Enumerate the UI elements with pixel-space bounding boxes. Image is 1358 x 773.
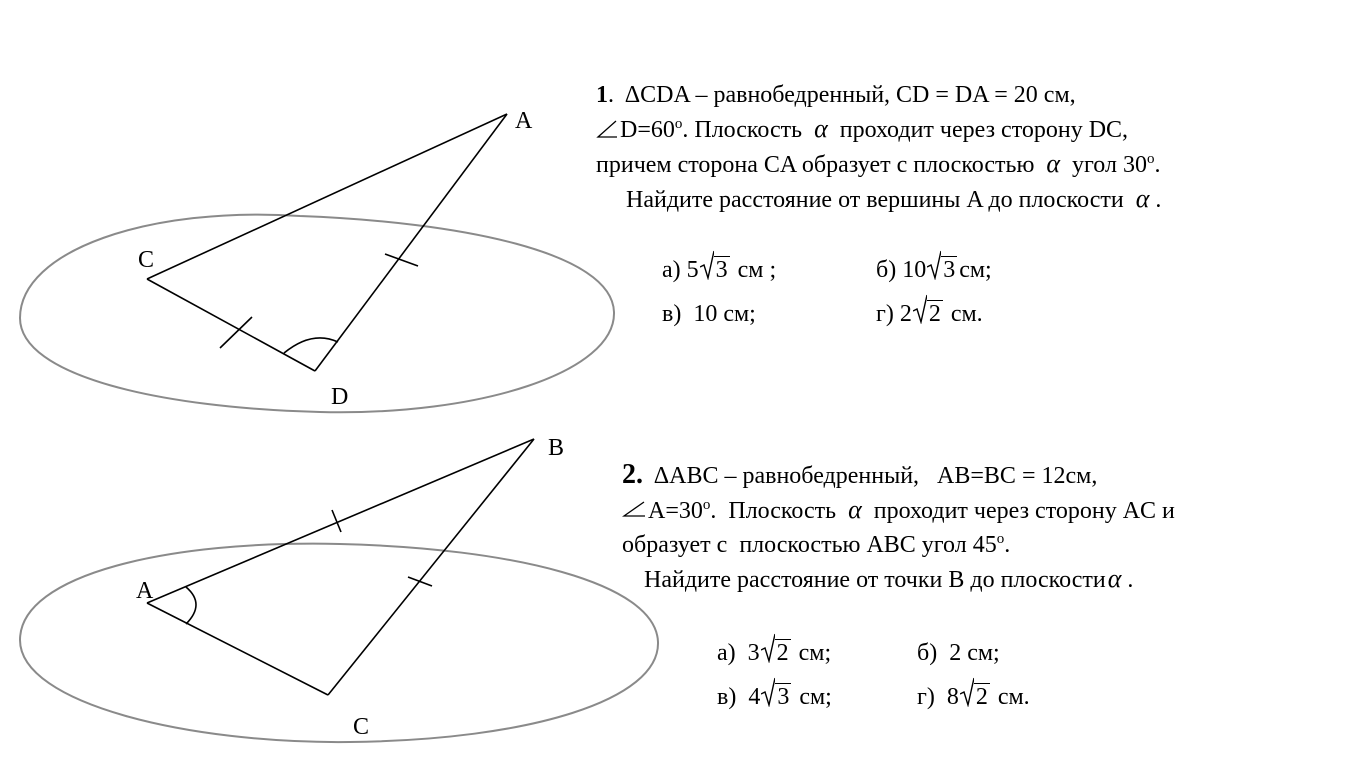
- plane-alpha-1: [20, 215, 614, 413]
- answer-coefficient: 8: [946, 684, 959, 710]
- sqrt-icon: [700, 248, 730, 292]
- degree-sign: o: [1146, 151, 1155, 167]
- problem-2-answers: [717, 631, 1030, 719]
- answer-unit: см;: [798, 640, 832, 666]
- period: .: [1155, 187, 1162, 213]
- sqrt-icon: [927, 248, 957, 292]
- problem-1-number: 1: [596, 82, 608, 108]
- problem-2-line-2: [622, 493, 1175, 528]
- answer-unit: см;: [959, 257, 992, 283]
- alpha-symbol: α: [1107, 564, 1122, 593]
- segment-BC: [328, 439, 534, 695]
- period: .: [1004, 532, 1011, 558]
- radicand: 3: [715, 257, 728, 283]
- plane-text: . Плоскость: [682, 117, 803, 143]
- answer-unit: см.: [997, 684, 1030, 710]
- problem-1-answers: [662, 248, 992, 336]
- radicand: 2: [776, 640, 789, 666]
- answer-label: а): [662, 257, 681, 283]
- sqrt-icon: [761, 675, 791, 719]
- vertex-label-C2: C: [353, 714, 370, 740]
- answer-label: б): [917, 640, 938, 666]
- vertex-label-A: A: [515, 108, 533, 134]
- answer-value: 2 см;: [949, 640, 1000, 666]
- answer-coefficient: 5: [686, 257, 699, 283]
- problem-2-condition: ΔABC – равнобедренный, AB=BC = 12см,: [653, 463, 1098, 489]
- vertex-label-C: C: [138, 247, 155, 273]
- segment-AB: [147, 439, 534, 603]
- answer-b: [876, 248, 992, 292]
- segment-CA: [147, 114, 507, 279]
- answer-coefficient: 10: [902, 257, 927, 283]
- answer-g: [876, 292, 983, 336]
- answer-coefficient: 3: [747, 640, 760, 666]
- alpha-symbol: α: [1046, 149, 1061, 178]
- problem-1-line-2: [596, 112, 1161, 147]
- answer-label: в): [717, 684, 737, 710]
- figure-1: [20, 108, 614, 412]
- vertex-label-D: D: [331, 384, 349, 410]
- sqrt-icon: [960, 675, 990, 719]
- angle-symbol-icon: [596, 119, 618, 139]
- answer-label: г): [917, 684, 935, 710]
- segment-CD: [147, 279, 315, 371]
- answer-value: 10 см;: [693, 301, 756, 327]
- answer-coefficient: 4: [748, 684, 761, 710]
- plane-alpha-2: [20, 544, 658, 742]
- answers-row-2: [662, 292, 992, 336]
- answer-unit: см.: [950, 301, 983, 327]
- problem-1-statement: [596, 78, 1161, 217]
- angle-30-text: угол 30: [1072, 152, 1147, 178]
- passes-through-text: проходит через сторону AC и: [873, 498, 1175, 524]
- problem-2-line-3: [622, 528, 1175, 562]
- answer-coefficient: 2: [899, 301, 912, 327]
- degree-sign: o: [996, 531, 1005, 547]
- angle-a-value: A=30: [648, 498, 703, 524]
- vertex-label-B: B: [548, 435, 565, 461]
- alpha-symbol: α: [814, 114, 828, 143]
- answer-unit: см;: [799, 684, 832, 710]
- angle-symbol-icon: [622, 500, 646, 520]
- problem-1-line-1: 1. ΔCDA – равнобедренный, CD = DA = 20 см,: [596, 82, 1076, 108]
- alpha-symbol: α: [1135, 184, 1150, 213]
- question-text: Найдите расстояние от точки B до плоскости: [644, 567, 1106, 593]
- answers-row-1: [662, 248, 992, 292]
- problem-1-condition: ΔCDA – равнобедренный, CD = DA = 20 см,: [624, 82, 1076, 108]
- tick-mark-BC: [408, 577, 432, 586]
- angle-d-value: D=60: [620, 117, 675, 143]
- answers-row-1: [717, 631, 1030, 675]
- figure-2: [20, 435, 658, 742]
- radicand: 3: [943, 257, 956, 283]
- degree-sign: o: [674, 116, 683, 132]
- radicand: 2: [928, 301, 941, 327]
- problem-2-question: [622, 562, 1175, 597]
- period: .: [1154, 152, 1161, 178]
- question-text: Найдите расстояние от вершины A до плоскости: [626, 187, 1124, 213]
- forms-angle-text: образует с плоскостью ABC угол 45: [622, 532, 997, 558]
- problem-2-statement: [622, 458, 1175, 597]
- problem-1-question: [596, 182, 1161, 217]
- radicand: 2: [975, 684, 988, 710]
- radicand: 3: [777, 684, 790, 710]
- vertex-label-A2: A: [136, 578, 154, 604]
- side-ca-text: причем сторона CA образует с плоскостью: [596, 152, 1035, 178]
- period: .: [1127, 567, 1134, 593]
- answer-label: в): [662, 301, 682, 327]
- sqrt-icon: [913, 292, 943, 336]
- segment-AC: [147, 603, 328, 695]
- passes-through-text: проходит через сторону DC,: [839, 117, 1129, 143]
- sqrt-icon: [761, 631, 791, 675]
- problem-2-number: 2.: [622, 459, 643, 490]
- answers-row-2: [717, 675, 1030, 719]
- answer-a: [662, 248, 876, 292]
- answer-label: г): [876, 301, 894, 327]
- plane-text: . Плоскость: [710, 498, 837, 524]
- problem-2-line-1: [622, 458, 1175, 493]
- segment-DA: [315, 114, 507, 371]
- answer-a: [717, 631, 917, 675]
- answer-g: [917, 675, 1030, 719]
- degree-sign: o: [702, 497, 711, 513]
- answer-label: а): [717, 640, 736, 666]
- answer-b: [917, 631, 1000, 675]
- answer-v: [662, 292, 876, 336]
- alpha-symbol: α: [848, 495, 862, 524]
- problem-1-line-3: [596, 147, 1161, 182]
- answer-v: [717, 675, 917, 719]
- angle-arc-A: [186, 587, 196, 624]
- answer-label: б): [876, 257, 897, 283]
- answer-unit: см ;: [737, 257, 777, 283]
